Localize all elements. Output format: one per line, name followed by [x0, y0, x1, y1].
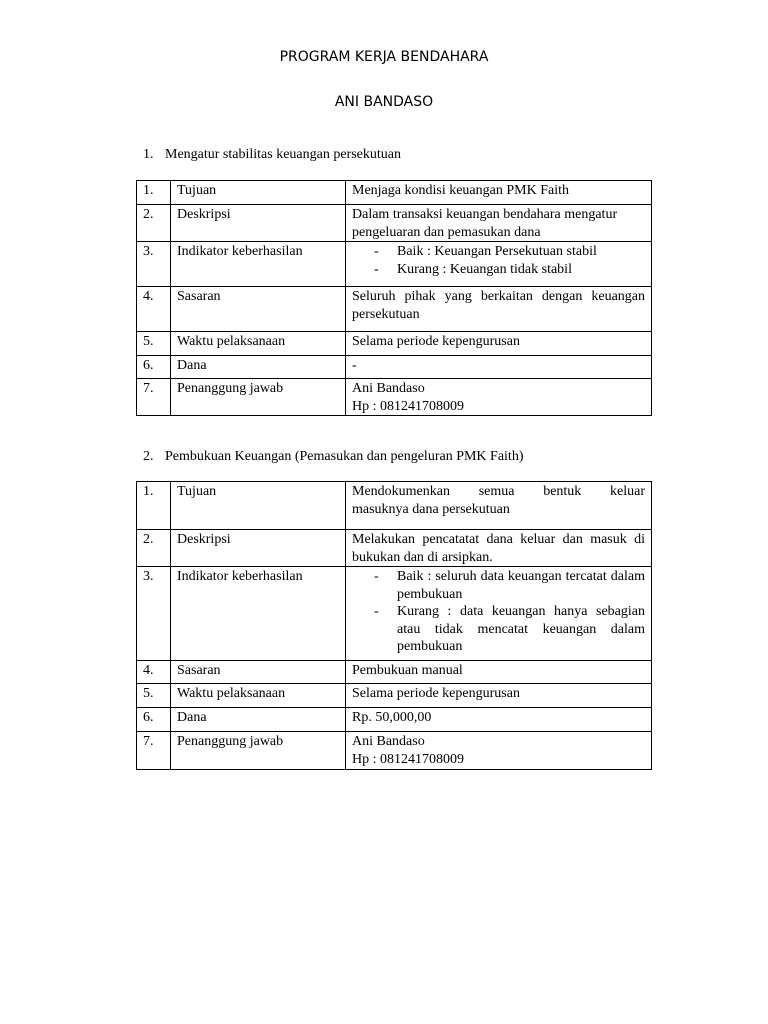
- row-number: 3.: [137, 242, 171, 287]
- row-value: Melakukan pencatatat dana keluar dan masuk di bukukan dan di arsipkan.: [346, 530, 652, 567]
- row-number: 1.: [137, 482, 171, 530]
- table-row: [137, 732, 652, 770]
- row-number: 5.: [137, 684, 171, 708]
- table-row: [137, 684, 652, 708]
- row-value: Selama periode kepengurusan: [346, 332, 652, 356]
- bullet-dash: -: [374, 261, 379, 277]
- list-item: [352, 261, 645, 279]
- row-label: Sasaran: [171, 287, 346, 332]
- row-label: Indikator keberhasilan: [171, 242, 346, 287]
- section-1-table: [136, 180, 652, 416]
- row-number: 7.: [137, 732, 171, 770]
- objective-line-2: masuknya dana persekutuan: [352, 501, 510, 517]
- row-label: Sasaran: [171, 661, 346, 684]
- document-title: PROGRAM KERJA BENDAHARA: [279, 49, 489, 65]
- row-value: [346, 482, 652, 530]
- table-row: [137, 205, 652, 242]
- row-label: Tujuan: [171, 482, 346, 530]
- row-label: Dana: [171, 356, 346, 379]
- row-label: Waktu pelaksanaan: [171, 684, 346, 708]
- section-2-table: [136, 481, 652, 770]
- treasurer-name: ANI BANDASO: [334, 94, 434, 110]
- indicator-list: [352, 568, 645, 656]
- row-number: 2.: [137, 530, 171, 567]
- row-value: Menjaga kondisi keuangan PMK Faith: [346, 181, 652, 205]
- section-1-heading: [143, 147, 401, 163]
- row-number: 2.: [137, 205, 171, 242]
- row-label: Dana: [171, 708, 346, 732]
- row-value: Rp. 50,000,00: [346, 708, 652, 732]
- row-number: 1.: [137, 181, 171, 205]
- row-value: -: [346, 356, 652, 379]
- indicator-text: Baik : seluruh data keuangan tercatat dalam pembukuan: [397, 569, 645, 602]
- table-row: [137, 708, 652, 732]
- table-row: [137, 482, 652, 530]
- phone-number: Hp : 081241708009: [352, 751, 464, 767]
- person-name: Ani Bandaso: [352, 381, 425, 396]
- table-row: [137, 567, 652, 661]
- row-label: Deskripsi: [171, 205, 346, 242]
- list-item: [352, 568, 645, 603]
- row-label: Waktu pelaksanaan: [171, 332, 346, 356]
- section-2-heading: [143, 449, 523, 465]
- row-number: 4.: [137, 287, 171, 332]
- table-row: [137, 181, 652, 205]
- bullet-dash: -: [374, 604, 379, 619]
- row-value: [346, 242, 652, 287]
- section-1-title: Mengatur stabilitas keuangan persekutuan: [165, 147, 401, 162]
- bullet-dash: -: [374, 569, 379, 584]
- row-value: Pembukuan manual: [346, 661, 652, 684]
- row-number: 3.: [137, 567, 171, 661]
- table-row: [137, 332, 652, 356]
- table-row: [137, 356, 652, 379]
- list-item: [352, 603, 645, 656]
- list-item: [352, 243, 645, 261]
- row-number: 4.: [137, 661, 171, 684]
- row-value: Selama periode kepengurusan: [346, 684, 652, 708]
- row-label: Indikator keberhasilan: [171, 567, 346, 661]
- row-number: 6.: [137, 708, 171, 732]
- row-number: 7.: [137, 379, 171, 416]
- row-label: Deskripsi: [171, 530, 346, 567]
- section-2-title: Pembukuan Keuangan (Pemasukan dan pengeluran PMK Faith): [165, 449, 524, 464]
- row-value: [346, 732, 652, 770]
- bullet-dash: -: [374, 244, 379, 259]
- indicator-text: Baik : Keuangan Persekutuan stabil: [397, 244, 597, 259]
- row-value: [346, 379, 652, 416]
- table-row: [137, 530, 652, 567]
- row-value: Dalam transaksi keuangan bendahara mengatur pengeluaran dan pemasukan dana: [346, 205, 652, 242]
- indicator-list: [352, 243, 645, 278]
- row-label: Penanggung jawab: [171, 379, 346, 416]
- indicator-text: Kurang : data keuangan hanya sebagian atau tidak mencatat keuangan dalam pembukuan: [397, 604, 645, 654]
- table-row: [137, 379, 652, 416]
- row-value: [346, 567, 652, 661]
- table-row: [137, 287, 652, 332]
- indicator-text: Kurang : Keuangan tidak stabil: [397, 261, 572, 277]
- phone-number: Hp : 081241708009: [352, 398, 464, 414]
- section-2-number: 2.: [143, 449, 154, 464]
- row-number: 5.: [137, 332, 171, 356]
- row-value: Seluruh pihak yang berkaitan dengan keuangan persekutuan: [346, 287, 652, 332]
- row-label: Penanggung jawab: [171, 732, 346, 770]
- objective-line-1: Mendokumenkan semua bentuk keluar: [352, 484, 645, 499]
- row-number: 6.: [137, 356, 171, 379]
- table-row: [137, 661, 652, 684]
- row-label: Tujuan: [171, 181, 346, 205]
- table-row: [137, 242, 652, 287]
- section-1-number: 1.: [143, 147, 154, 162]
- person-name: Ani Bandaso: [352, 734, 425, 749]
